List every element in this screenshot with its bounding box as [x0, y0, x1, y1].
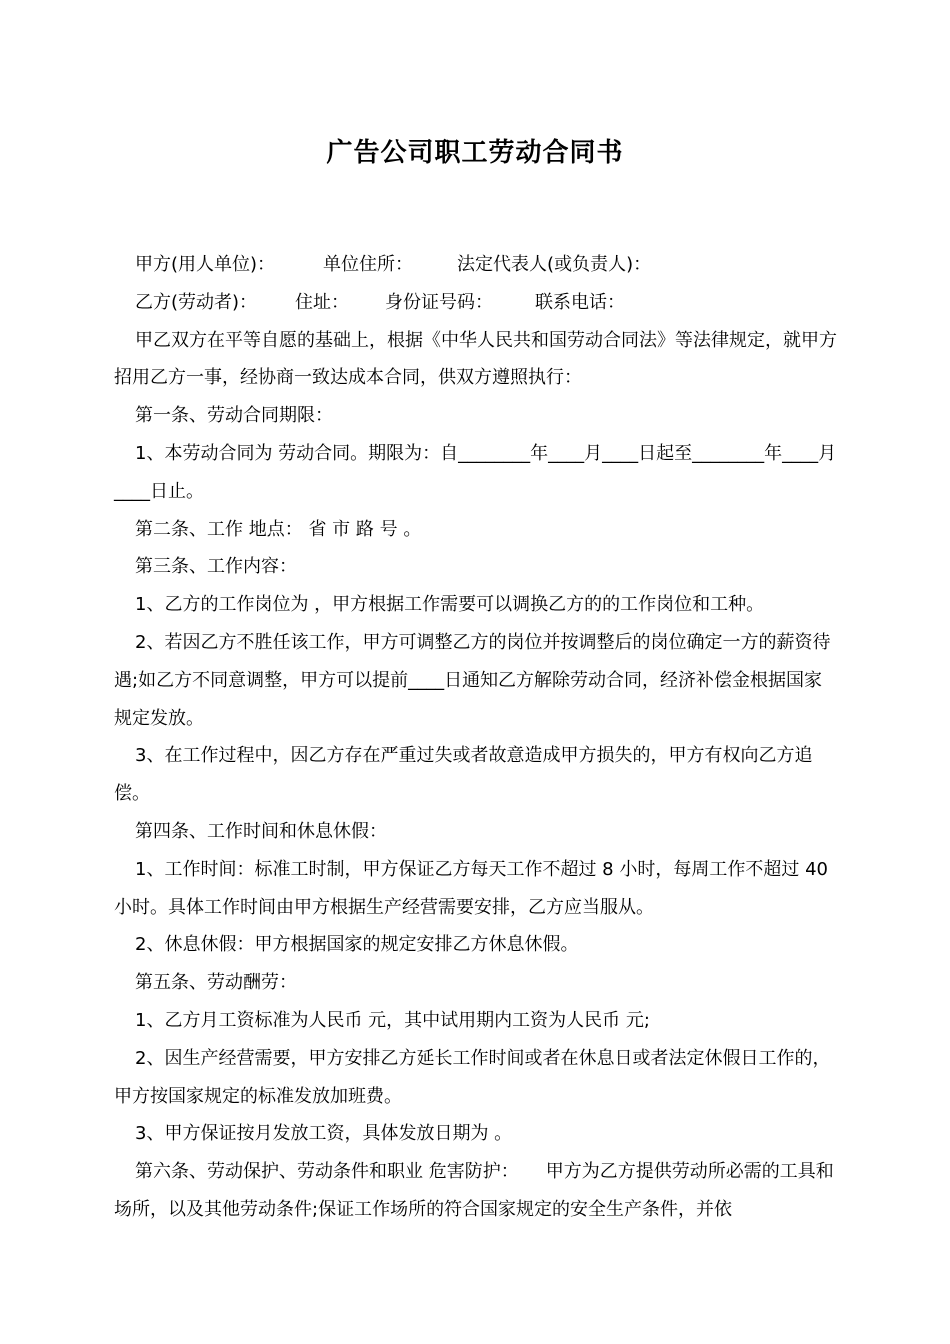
party-b-address-label: 住址： — [295, 291, 350, 313]
document-body — [114, 246, 840, 1229]
article-4-clause-1: 1、工作时间：标准工时制，甲方保证乙方每天工作不超过 8 小时，每周工作不超过 40 小时。具体工作时间由甲方根据生产经营需要安排，乙方应当服从。 — [114, 858, 828, 918]
document-title: 广告公司职工劳动合同书 — [326, 138, 624, 168]
party-b-line — [114, 284, 840, 322]
party-b-id-label: 身份证号码： — [385, 291, 494, 313]
article-1-title: 第一条、劳动合同期限： — [135, 405, 333, 427]
article-4-clause-2: 2、休息休假：甲方根据国家的规定安排乙方休息休假。 — [135, 934, 579, 956]
party-a-line — [114, 246, 840, 284]
article-1-clause-1: 1、本劳动合同为 劳动合同。期限为：自________年____月____日起至________年____月____日止。 — [114, 442, 837, 502]
party-a-label: 甲方(用人单位)： — [135, 254, 276, 275]
party-b-phone-label: 联系电话： — [535, 291, 626, 313]
party-a-address-label: 单位住所： — [323, 254, 414, 275]
article-5-clause-1: 1、乙方月工资标准为人民币 元，其中试用期内工资为人民币 元; — [135, 1009, 650, 1031]
article-6-paragraph: 第六条、劳动保护、劳动条件和职业 危害防护： 甲方为乙方提供劳动所必需的工具和场所，以及其他劳动条件;保证工作场所的符合国家规定的安全生产条件，并依 — [114, 1161, 834, 1220]
article-5-clause-2: 2、因生产经营需要，甲方安排乙方延长工作时间或者在休息日或者法定休假日工作的，甲方按国家规定的标准发放加班费。 — [114, 1047, 831, 1107]
article-3-title: 第三条、工作内容： — [135, 556, 297, 578]
article-5-title: 第五条、劳动酬劳： — [135, 972, 297, 994]
article-3-clause-1: 1、乙方的工作岗位为 ，甲方根据工作需要可以调换乙方的的工作岗位和工种。 — [135, 594, 765, 616]
article-4-title: 第四条、工作时间和休息休假： — [135, 820, 387, 842]
intro-paragraph: 甲乙双方在平等自愿的基础上，根据《中华人民共和国劳动合同法》等法律规定，就甲方招用乙方一事，经协商一致达成本合同，供双方遵照执行： — [114, 329, 837, 389]
party-a-rep-label: 法定代表人(或负责人)： — [457, 254, 652, 275]
article-3-clause-2: 2、若因乙方不胜任该工作，甲方可调整乙方的岗位并按调整后的岗位确定一方的薪资待遇;如乙方不同意调整，甲方可以提前____日通知乙方解除劳动合同，经济补偿金根据国家规定发放。 — [114, 631, 831, 729]
article-5-clause-3: 3、甲方保证按月发放工资，具体发放日期为 。 — [135, 1123, 513, 1145]
article-3-clause-3: 3、在工作过程中，因乙方存在严重过失或者故意造成甲方损失的，甲方有权向乙方追偿。 — [114, 745, 813, 805]
article-2-title: 第二条、工作 地点： 省 市 路 号 。 — [135, 518, 422, 540]
party-b-label: 乙方(劳动者)： — [135, 291, 258, 313]
